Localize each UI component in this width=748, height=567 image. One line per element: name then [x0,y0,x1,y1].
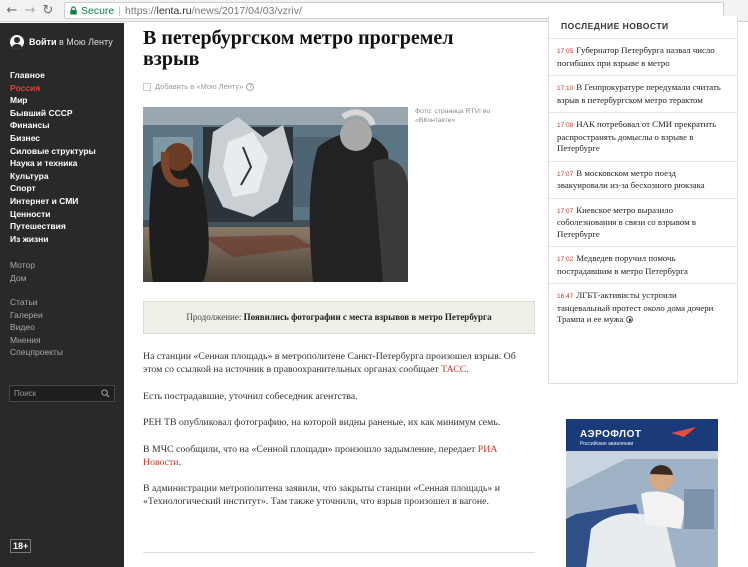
sidebar-item-internet[interactable]: Интернет и СМИ [10,195,79,206]
sidebar-item-biznes[interactable]: Бизнес [10,132,41,143]
news-text: В московском метро поезд эвакуировали из-за бесхозного рюкзака [557,167,705,190]
news-text: В Генпрокуратуре передумали считать взрыв в петербургском метро терактом [557,82,721,105]
news-time: 17:02 [557,256,574,263]
news-item[interactable] [549,38,737,75]
main-nav [10,69,96,245]
news-text: НАК потребовал от СМИ прекратить распространять домыслы о взрыве в Петербурге [557,119,717,153]
url-separator: | [118,4,122,17]
age-badge: 18+ [10,539,31,553]
news-text: Киевское метро выразило соболезнования в связи со взрывом в Петербурге [557,204,697,239]
aeroflot-ad[interactable] [566,419,718,567]
sidebar-item-byvshiy-sssr[interactable]: Бывший СССР [10,107,73,118]
news-item[interactable] [549,161,737,198]
sidebar-item-mir[interactable]: Мир [10,95,28,106]
sidebar-item-nauka[interactable]: Наука и техника [10,158,78,169]
news-time: 17:05 [557,48,574,55]
url-host: lenta.ru [156,4,192,17]
add-to-lenta[interactable] [143,82,254,91]
p4-text: В МЧС сообщили, что на «Сенной площади» произошло задымление, передает [143,443,478,455]
article-title: В петербургском метро прогремел взрыв [143,27,454,70]
sidebar-item-glavnoe[interactable]: Главное [10,70,45,80]
sidebar-item-galerei[interactable]: Галереи [10,309,43,320]
sidebar-item-motor[interactable]: Мотор [10,260,35,270]
metro-explosion-image [143,107,408,282]
sidebar-item-tsennosti[interactable]: Ценности [10,208,51,219]
sidebar-item-puteshestviya[interactable]: Путешествия [10,221,66,232]
sidebar-item-mneniya[interactable]: Мнения [10,334,41,345]
news-time: 17:07 [557,207,574,215]
sidebar-item-kultura[interactable]: Культура [10,170,49,181]
news-text: Медведев поручил помочь пострадавшим в метро Петербурга [557,253,688,276]
url-text [125,5,302,17]
news-time: 17:10 [557,85,574,92]
news-time: 17:08 [557,122,574,129]
secondary-nav [10,259,35,284]
login-label [29,37,113,47]
user-avatar-icon [10,35,24,49]
ria-link[interactable]: РИА Новости [143,443,498,468]
continuation-box[interactable] [143,301,535,334]
news-item[interactable] [549,198,737,247]
ad-brand: АЭРОФЛОТ [580,429,642,440]
sidebar-item-dom[interactable]: Дом [10,272,27,283]
sidebar-item-sport[interactable]: Спорт [10,183,36,194]
add-to-lenta-checkbox[interactable] [143,83,151,91]
left-sidebar [0,23,124,567]
search-input[interactable] [14,389,94,398]
continuation-link[interactable]: Появились фотографии с места взрывов в метро Петербурга [243,312,492,322]
help-icon[interactable]: ? [246,83,254,91]
ad-tagline: Российские авиалинии [580,441,634,447]
url-path: /news/2017/04/03/vzriv/ [191,4,302,17]
latest-news-title: ПОСЛЕДНИЕ НОВОСТИ [561,21,669,31]
login-link[interactable] [10,35,113,49]
login-label-bold: Войти [29,37,57,47]
continuation-prefix: Продолжение: [186,312,244,322]
news-text: Губернатор Петербурга назвал число погибших при взрыве в метро [557,45,715,68]
article-paragraph-5: В администрации метрополитена заявили, что закрыты станции «Сенная площадь» и «Технологический институт». Там также уточнили, что взрыв произошел в вагоне. [143,483,500,508]
p4-end: . [178,456,182,468]
login-label-rest: в Мою Ленту [56,37,113,47]
article-divider [143,552,535,553]
news-time: 16:47 [557,293,574,300]
tass-link[interactable]: ТАСС [441,364,467,375]
sidebar-item-video[interactable]: Видео [10,322,35,333]
news-item[interactable] [549,75,737,112]
article-body [143,350,535,522]
tertiary-nav [10,296,63,359]
lock-icon [69,6,78,15]
article [143,27,535,508]
article-paragraph-2: Есть пострадавшие, уточнил собеседник агентства. [143,390,358,402]
news-time: 17:07 [557,170,574,178]
sidebar-item-rossiya[interactable]: Россия [10,82,41,93]
add-to-lenta-label: Добавить в «Мою Ленту» [155,82,244,91]
secure-label: Secure [81,4,115,17]
sidebar-item-iz-zhizni[interactable]: Из жизни [10,233,49,244]
play-icon [626,316,633,323]
sidebar-item-stati[interactable]: Статьи [10,297,38,307]
article-paragraph-1 [143,350,535,376]
article-paragraph-3: РЕН ТВ опубликовал фотографию, на которой видны раненые, их как минимум семь. [143,417,501,429]
sidebar-search [9,385,115,402]
sidebar-item-spetsproekty[interactable]: Спецпроекты [10,347,63,358]
p1-text: На станции «Сенная площадь» в метрополитене Санкт-Петербурга произошел взрыв. Об этом со ссылкой на источник в правоохранительных органах сообщает [143,351,516,375]
article-paragraph-4 [143,443,535,469]
photo-caption: Фото: страница RTVI во «ВКонтакте» [415,108,491,124]
article-photo[interactable] [143,107,408,282]
p1-end: . [466,364,469,375]
news-item[interactable] [549,283,737,332]
search-icon[interactable] [101,389,110,398]
news-text: ЛГБТ-активисты устроили танцевальный протест около дома дочери Трампа и ее мужа [557,290,714,324]
back-arrow-icon[interactable]: ← [6,3,18,18]
forward-arrow-icon[interactable]: → [24,3,36,18]
news-item[interactable] [549,112,737,161]
news-item[interactable] [549,246,737,283]
url-scheme: https:// [125,4,157,17]
sidebar-item-silovye[interactable]: Силовые структуры [10,145,96,156]
reload-icon[interactable]: ↻ [42,3,54,18]
sidebar-item-finansy[interactable]: Финансы [10,120,50,131]
latest-news [548,16,738,384]
